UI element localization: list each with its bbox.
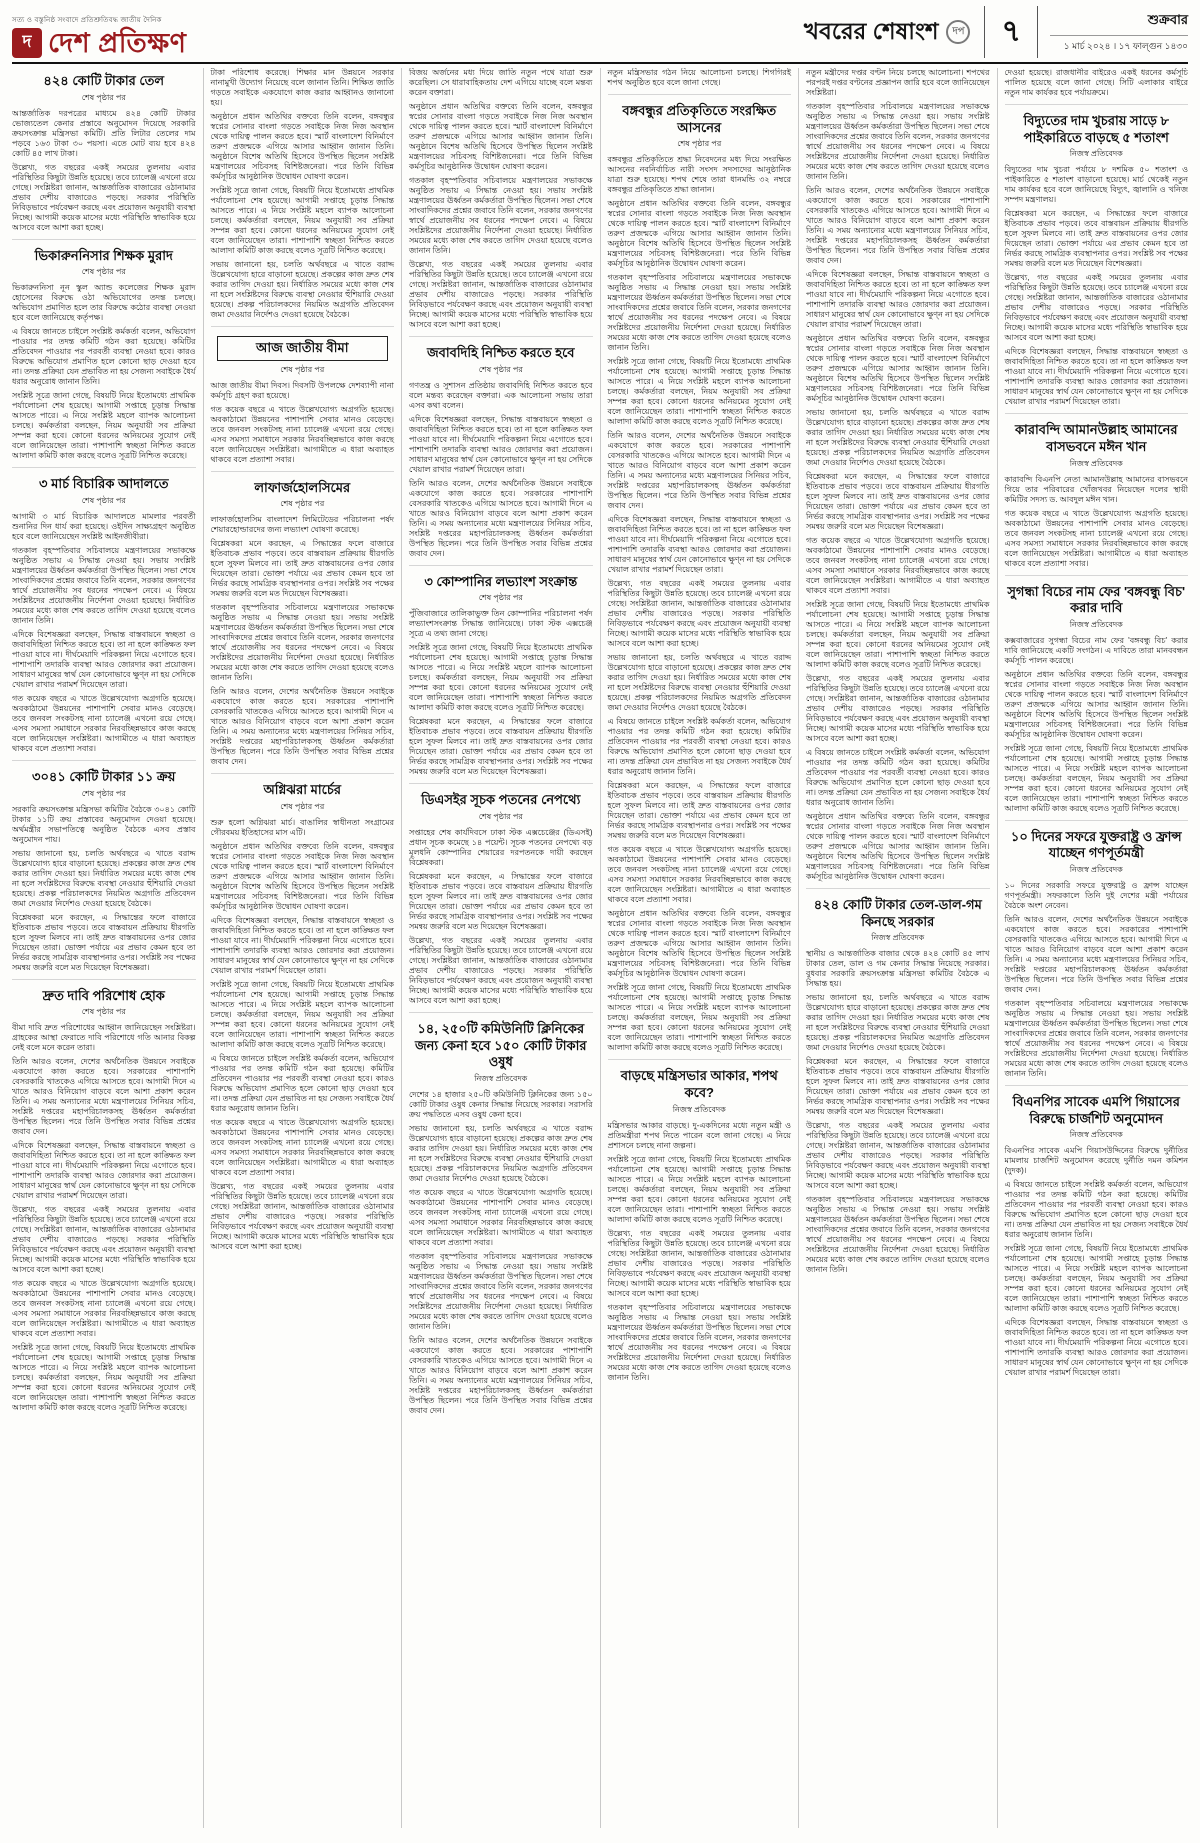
article-kicker: নিজস্ব প্রতিবেদক [474,1073,528,1083]
article-kicker: শেষ পৃষ্ঠার পর [81,1007,126,1017]
article-paragraph: গতকাল বৃহস্পতিবার সচিবালয়ে মন্ত্রণালয়ের সভাকক্ষে অনুষ্ঠিত সভায় এ সিদ্ধান্ত নেওয়া হয়। সভায় সংশ্লিষ্ট মন্ত্রণালয়ের ঊর্ধ্বতন কর্মকর্তারা উপস্থিত ছিলেন। সভা শেষে সাংবাদিকদের প্রশ্নের জবাবে তিনি বলেন, সরকার জনগণের স্বার্থে প্রয়োজনীয় সব ধরনের পদক্ষেপ নেবে। এ বিষয়ে সংশ্লিষ্টদের প্রয়োজনীয় নির্দেশনা দেওয়া হয়েছে। নির্ধারিত সময়ের মধ্যে কাজ শেষ করতে তাগিদ দেওয়া হয়েছে বলেও জানান তিনি। [607,273,791,353]
header-right [984,6,1188,58]
article-headline: ১০ দিনের সফরে যুক্তরাষ্ট্র ও ফ্রান্স যাচ্ছেন গণপূর্তমন্ত্রী [1010,828,1182,861]
article-kicker: শেষ পৃষ্ঠার পর [280,499,325,509]
article-paragraph: গতকাল বৃহস্পতিবার সচিবালয়ে মন্ত্রণালয়ের সভাকক্ষে অনুষ্ঠিত সভায় এ সিদ্ধান্ত নেওয়া হয়। সভায় সংশ্লিষ্ট মন্ত্রণালয়ের ঊর্ধ্বতন কর্মকর্তারা উপস্থিত ছিলেন। সভা শেষে সাংবাদিকদের প্রশ্নের জবাবে তিনি বলেন, সরকার জনগণের স্বার্থে প্রয়োজনীয় সব ধরনের পদক্ষেপ নেবে। এ বিষয়ে সংশ্লিষ্টদের প্রয়োজনীয় নির্দেশনা দেওয়া হয়েছে। নির্ধারিত সময়ের মধ্যে কাজ শেষ করতে তাগিদ দেওয়া হয়েছে বলেও জানান তিনি। [607,1302,791,1382]
article-paragraph: অনুষ্ঠানে প্রধান অতিথির বক্তব্যে তিনি বলেন, বঙ্গবন্ধুর স্বপ্নের সোনার বাংলা গড়তে সবাইকে নিজ নিজ অবস্থান থেকে দায়িত্ব পালন করতে হবে। স্মার্ট বাংলাদেশ বিনির্মাণে তরুণ প্রজন্মকে এগিয়ে আসার আহ্বান জানান তিনি। অনুষ্ঠানে বিশেষ অতিথি হিসেবে উপস্থিত ছিলেন সংশ্লিষ্ট মন্ত্রণালয়ের সচিবসহ বিশিষ্টজনেরা। পরে তিনি বিভিন্ন কর্মসূচির আনুষ্ঠানিক উদ্বোধন ঘোষণা করেন। [409,102,593,171]
section-title: খবরের শেষাংশ [803,17,939,44]
article [409,783,593,1006]
article-kicker: শেষ পৃষ্ঠার পর [677,139,722,149]
article-headline: বাড়ছে মন্ত্রিসভার আকার, শপথ কবে? [620,1068,778,1100]
article-paragraph: সপ্তাহের শেষ কার্যদিবসে ঢাকা স্টক এক্সচেঞ্জের (ডিএসই) প্রধান সূচক কমেছে ১৪ পয়েন্ট। সূচক পতনের নেপথ্যে বড় মূলধনি কোম্পানির শেয়ারের দরপতনকে দায়ী করছেন বিশ্লেষকরা। [409,827,593,867]
column-5 [799,68,998,1828]
column-2 [204,68,403,1828]
article-paragraph: এদিকে বিশেষজ্ঞরা বলছেন, সিদ্ধান্ত বাস্তবায়নে স্বচ্ছতা ও জবাবদিহিতা নিশ্চিত করতে হবে। তা না হলে কাঙ্ক্ষিত ফল পাওয়া যাবে না। দীর্ঘমেয়াদি পরিকল্পনা নিয়ে এগোতে হবে। পাশাপাশি তদারকি ব্যবস্থা আরও জোরদার করা প্রয়োজন। সাধারণ মানুষের স্বার্থ যেন কোনোভাবে ক্ষুণ্ন না হয় সেদিকে খেয়াল রাখার পরামর্শ দিয়েছেন তারা। [12,1141,196,1201]
article [211,68,395,320]
article-paragraph: সংশ্লিষ্ট সূত্রে জানা গেছে, বিষয়টি নিয়ে ইতোমধ্যে প্রাথমিক পর্যালোচনা শেষ হয়েছে। আগামী সপ্তাহে চূড়ান্ত সিদ্ধান্ত আসতে পারে। এ নিয়ে সংশ্লিষ্ট মহলে ব্যাপক আলোচনা চলছে। কর্মকর্তারা বলছেন, নিয়ম অনুযায়ী সব প্রক্রিয়া সম্পন্ন করা হবে। কোনো ধরনের অনিয়মের সুযোগ নেই বলে জানিয়েছেন তারা। পাশাপাশি স্বচ্ছতা নিশ্চিত করতে আলাদা কমিটি কাজ করছে বলেও সূত্রটি নিশ্চিত করেছে। [409,643,593,713]
article-paragraph: মন্ত্রিসভার আকার বাড়ছে। দু-একদিনের মধ্যে নতুন মন্ত্রী ও প্রতিমন্ত্রীরা শপথ নিতে পারেন বলে জানা গেছে। এ নিয়ে প্রশাসনে চলছে নানা জল্পনা। [607,1120,791,1150]
article [12,760,196,973]
article-headline: লাফার্জহোলসিমের [254,479,351,495]
article [806,888,990,1275]
article-paragraph: গত কয়েক বছরে এ খাতে উল্লেখযোগ্য অগ্রগতি হয়েছে। অবকাঠামো উন্নয়নের পাশাপাশি সেবার মানও বেড়েছে। তবে জনবল সংকটসহ নানা চ্যালেঞ্জ এখনো রয়ে গেছে। এসব সমস্যা সমাধানে সরকার নিরবচ্ছিন্নভাবে কাজ করছে বলে জানিয়েছেন সংশ্লিষ্টরা। আগামীতে এ ধারা অব্যাহত থাকবে বলে প্রত্যাশা সবার। [12,693,196,753]
article [1005,413,1189,568]
article-kicker: নিজস্ব প্রতিবেদক [1069,865,1123,874]
article-paragraph: বিজয় অর্জনের মধ্য দিয়ে জাতি নতুন পথে যাত্রা শুরু করেছিল। সে ধারাবাহিকতায় দেশ এগিয়ে যাচ্ছে বলে মন্তব্য করেন বক্তারা। [409,68,593,97]
article-kicker: শেষ পৃষ্ঠার পর [478,593,523,603]
article-paragraph: গতকাল বৃহস্পতিবার সচিবালয়ে মন্ত্রণালয়ের সভাকক্ষে অনুষ্ঠিত সভায় এ সিদ্ধান্ত নেওয়া হয়। সভায় সংশ্লিষ্ট মন্ত্রণালয়ের ঊর্ধ্বতন কর্মকর্তারা উপস্থিত ছিলেন। সভা শেষে সাংবাদিকদের প্রশ্নের জবাবে তিনি বলেন, সরকার জনগণের স্বার্থে প্রয়োজনীয় সব ধরনের পদক্ষেপ নেবে। এ বিষয়ে সংশ্লিষ্টদের প্রয়োজনীয় নির্দেশনা দেওয়া হয়েছে। নির্ধারিত সময়ের মধ্যে কাজ শেষ করতে তাগিদ দেওয়া হয়েছে বলেও জানান তিনি। [806,102,990,181]
article-paragraph: গতকাল বৃহস্পতিবার সচিবালয়ে মন্ত্রণালয়ের সভাকক্ষে অনুষ্ঠিত সভায় এ সিদ্ধান্ত নেওয়া হয়। সভায় সংশ্লিষ্ট মন্ত্রণালয়ের ঊর্ধ্বতন কর্মকর্তারা উপস্থিত ছিলেন। সভা শেষে সাংবাদিকদের প্রশ্নের জবাবে তিনি বলেন, সরকার জনগণের স্বার্থে প্রয়োজনীয় সব ধরনের পদক্ষেপ নেবে। এ বিষয়ে সংশ্লিষ্টদের প্রয়োজনীয় নির্দেশনা দেওয়া হয়েছে। নির্ধারিত সময়ের মধ্যে কাজ শেষ করতে তাগিদ দেওয়া হয়েছে বলেও জানান তিনি। [1004,999,1188,1078]
article-headline: ভিকারুননিসার শিক্ষক মুরাদ [34,247,173,263]
article-paragraph: গতকাল বৃহস্পতিবার সচিবালয়ে মন্ত্রণালয়ের সভাকক্ষে অনুষ্ঠিত সভায় এ সিদ্ধান্ত নেওয়া হয়। সভায় সংশ্লিষ্ট মন্ত্রণালয়ের ঊর্ধ্বতন কর্মকর্তারা উপস্থিত ছিলেন। সভা শেষে সাংবাদিকদের প্রশ্নের জবাবে তিনি বলেন, সরকার জনগণের স্বার্থে প্রয়োজনীয় সব ধরনের পদক্ষেপ নেবে। এ বিষয়ে সংশ্লিষ্টদের প্রয়োজনীয় নির্দেশনা দেওয়া হয়েছে। নির্ধারিত সময়ের মধ্যে কাজ শেষ করতে তাগিদ দেওয়া হয়েছে বলেও জানান তিনি। [806,1195,990,1275]
article [1005,104,1189,407]
article-paragraph: এ বিষয়ে জানতে চাইলে সংশ্লিষ্ট কর্মকর্তা বলেন, অভিযোগ পাওয়ার পর তদন্ত কমিটি গঠন করা হয়েছে। কমিটির প্রতিবেদন পাওয়ার পর পরবর্তী ব্যবস্থা নেওয়া হবে। কারও বিরুদ্ধে অভিযোগ প্রমাণিত হলে কোনো ছাড় দেওয়া হবে না। তদন্ত প্রক্রিয়া যেন প্রভাবিত না হয় সেজন্য সবাইকে ধৈর্য ধরার অনুরোধ জানান তিনি। [607,717,791,777]
newspaper-header [12,6,1188,64]
column-1 [12,68,204,1828]
page-number: ৭ [984,6,1038,58]
article-paragraph: বিএনপির সাবেক এমপি গিয়াসউদ্দিনের বিরুদ্ধে দুর্নীতির মামলায় চার্জশিট অনুমোদন করেছে দুর্নীতি দমন কমিশন (দুদক)। [1004,1146,1188,1176]
article-paragraph: গত কয়েক বছরে এ খাতে উল্লেখযোগ্য অগ্রগতি হয়েছে। অবকাঠামো উন্নয়নের পাশাপাশি সেবার মানও বেড়েছে। তবে জনবল সংকটসহ নানা চ্যালেঞ্জ এখনো রয়ে গেছে। এসব সমস্যা সমাধানে সরকার নিরবচ্ছিন্নভাবে কাজ করছে বলে জানিয়েছেন সংশ্লিষ্টরা। আগামীতে এ ধারা অব্যাহত থাকবে বলে প্রত্যাশা সবার। [806,536,990,595]
article [211,471,395,768]
article-headline: জবাবদিহি নিশ্চিত করতে হবে [426,345,575,360]
article-paragraph: উল্লেখ্য, গত বছরের একই সময়ের তুলনায় এবার পরিস্থিতির কিছুটা উন্নতি হয়েছে। তবে চ্যালেঞ্জ এখনো রয়ে গেছে। সংশ্লিষ্টরা জানান, আন্তর্জাতিক বাজারের ওঠানামার প্রভাব দেশীয় বাজারেও পড়ছে। সরকার পরিস্থিতি নিবিড়ভাবে পর্যবেক্ষণ করছে এবং প্রয়োজন অনুযায়ী ব্যবস্থা নিচ্ছে। আগামী কয়েক মাসের মধ্যে পরিস্থিতি স্বাভাবিক হয়ে আসবে বলে আশা করা হচ্ছে। [607,1228,791,1298]
article-paragraph: বিশ্লেষকরা মনে করছেন, এ সিদ্ধান্তের ফলে বাজারে ইতিবাচক প্রভাব পড়বে। তবে বাস্তবায়ন প্রক্রিয়ায় ধীরগতি হলে সুফল মিলবে না। তাই দ্রুত বাস্তবায়নের ওপর জোর দিয়েছেন তারা। ভোক্তা পর্যায়ে এর প্রভাব কেমন হবে তা নির্ভর করছে সামগ্রিক ব্যবস্থাপনার ওপর। সংশ্লিষ্ট সব পক্ষের সমন্বয় জরুরি বলে মত দিয়েছেন বিশেষজ্ঞরা। [806,1057,990,1117]
article-kicker: শেষ পৃষ্ঠার পর [478,364,523,374]
article [409,1012,593,1416]
article-paragraph: গতকাল বৃহস্পতিবার সচিবালয়ে মন্ত্রণালয়ের সভাকক্ষে অনুষ্ঠিত সভায় এ সিদ্ধান্ত নেওয়া হয়। সভায় সংশ্লিষ্ট মন্ত্রণালয়ের ঊর্ধ্বতন কর্মকর্তারা উপস্থিত ছিলেন। সভা শেষে সাংবাদিকদের প্রশ্নের জবাবে তিনি বলেন, সরকার জনগণের স্বার্থে প্রয়োজনীয় সব ধরনের পদক্ষেপ নেবে। এ বিষয়ে সংশ্লিষ্টদের প্রয়োজনীয় নির্দেশনা দেওয়া হয়েছে। নির্ধারিত সময়ের মধ্যে কাজ শেষ করতে তাগিদ দেওয়া হয়েছে বলেও জানান তিনি। [12,545,196,625]
article-paragraph: নতুন মন্ত্রীদের দপ্তর বণ্টন নিয়ে চলছে আলোচনা। শপথের পরপরই দপ্তর বণ্টনের প্রজ্ঞাপন জারি হবে বলে জানিয়েছেন সংশ্লিষ্টরা। [806,68,990,97]
article-paragraph: এ বিষয়ে জানতে চাইলে সংশ্লিষ্ট কর্মকর্তা বলেন, অভিযোগ পাওয়ার পর তদন্ত কমিটি গঠন করা হয়েছে। কমিটির প্রতিবেদন পাওয়ার পর পরবর্তী ব্যবস্থা নেওয়া হবে। কারও বিরুদ্ধে অভিযোগ প্রমাণিত হলে কোনো ছাড় দেওয়া হবে না। তদন্ত প্রক্রিয়া যেন প্রভাবিত না হয় সেজন্য সবাইকে ধৈর্য ধরার অনুরোধ জানান তিনি। [1004,1180,1188,1240]
article-paragraph: উল্লেখ্য, গত বছরের একই সময়ের তুলনায় এবার পরিস্থিতির কিছুটা উন্নতি হয়েছে। তবে চ্যালেঞ্জ এখনো রয়ে গেছে। সংশ্লিষ্টরা জানান, আন্তর্জাতিক বাজারের ওঠানামার প্রভাব দেশীয় বাজারেও পড়ছে। সরকার পরিস্থিতি নিবিড়ভাবে পর্যবেক্ষণ করছে এবং প্রয়োজন অনুযায়ী ব্যবস্থা নিচ্ছে। আগামী কয়েক মাসের মধ্যে পরিস্থিতি স্বাভাবিক হয়ে আসবে বলে আশা করা হচ্ছে। [806,1121,990,1191]
article-paragraph: উল্লেখ্য, গত বছরের একই সময়ের তুলনায় এবার পরিস্থিতির কিছুটা উন্নতি হয়েছে। তবে চ্যালেঞ্জ এখনো রয়ে গেছে। সংশ্লিষ্টরা জানান, আন্তর্জাতিক বাজারের ওঠানামার প্রভাব দেশীয় বাজারেও পড়ছে। সরকার পরিস্থিতি নিবিড়ভাবে পর্যবেক্ষণ করছে এবং প্রয়োজন অনুযায়ী ব্যবস্থা নিচ্ছে। আগামী কয়েক মাসের মধ্যে পরিস্থিতি স্বাভাবিক হয়ে আসবে বলে আশা করা হচ্ছে। [210,1181,394,1251]
article-headline: অগ্নিঝরা মার্চের [263,782,342,798]
article-headline: ডিএসইর সূচক পতনের নেপথ্যে [421,792,581,808]
article [1005,820,1189,1079]
article-paragraph: সংশ্লিষ্ট সূত্রে জানা গেছে, বিষয়টি নিয়ে ইতোমধ্যে প্রাথমিক পর্যালোচনা শেষ হয়েছে। আগামী সপ্তাহে চূড়ান্ত সিদ্ধান্ত আসতে পারে। এ নিয়ে সংশ্লিষ্ট মহলে ব্যাপক আলোচনা চলছে। কর্মকর্তারা বলছেন, নিয়ম অনুযায়ী সব প্রক্রিয়া সম্পন্ন করা হবে। কোনো ধরনের অনিয়মের সুযোগ নেই বলে জানিয়েছেন তারা। পাশাপাশি স্বচ্ছতা নিশ্চিত করতে আলাদা কমিটি কাজ করছে বলেও সূত্রটি নিশ্চিত করেছে। [1004,1244,1188,1314]
article-paragraph: সংশ্লিষ্ট সূত্রে জানা গেছে, বিষয়টি নিয়ে ইতোমধ্যে প্রাথমিক পর্যালোচনা শেষ হয়েছে। আগামী সপ্তাহে চূড়ান্ত সিদ্ধান্ত আসতে পারে। এ নিয়ে সংশ্লিষ্ট মহলে ব্যাপক আলোচনা চলছে। কর্মকর্তারা বলছেন, নিয়ম অনুযায়ী সব প্রক্রিয়া সম্পন্ন করা হবে। কোনো ধরনের অনিয়মের সুযোগ নেই বলে জানিয়েছেন তারা। পাশাপাশি স্বচ্ছতা নিশ্চিত করতে আলাদা কমিটি কাজ করছে বলেও সূত্রটি নিশ্চিত করেছে। [210,979,394,1049]
article-paragraph: দেশের ১৪ হাজার ২৫০টি কমিউনিটি ক্লিনিকের জন্য ১৫০ কোটি টাকার ওষুধ কেনার সিদ্ধান্ত নিয়েছে সরকার। সরাসরি ক্রয় পদ্ধতিতে এসব ওষুধ কেনা হবে। [409,1089,593,1119]
masthead [12,6,312,58]
article [1005,68,1189,98]
article-paragraph: এ বিষয়ে জানতে চাইলে সংশ্লিষ্ট কর্মকর্তা বলেন, অভিযোগ পাওয়ার পর তদন্ত কমিটি গঠন করা হয়েছে। কমিটির প্রতিবেদন পাওয়ার পর পরবর্তী ব্যবস্থা নেওয়া হবে। কারও বিরুদ্ধে অভিযোগ প্রমাণিত হলে কোনো ছাড় দেওয়া হবে না। তদন্ত প্রক্রিয়া যেন প্রভাবিত না হয় সেজন্য সবাইকে ধৈর্য ধরার অনুরোধ জানান তিনি। [12,327,196,387]
article [12,979,196,1414]
article-headline: বিদ্যুতের দাম খুচরায় সাড়ে ৮ পাইকারিতে বাড়ছে ৫ শতাংশ [1023,113,1169,145]
article-paragraph: বিদ্যুতের দাম খুচরা পর্যায়ে ৮ দশমিক ৫০ শতাংশ ও পাইকারিতে ৫ শতাংশ বাড়ানো হয়েছে। মার্চ থেকেই নতুন দাম কার্যকর হবে বলে জানিয়েছে বিদ্যুৎ, জ্বালানি ও খনিজ সম্পদ মন্ত্রণালয়। [1004,165,1188,205]
article-paragraph: বিশ্লেষকরা মনে করছেন, এ সিদ্ধান্তের ফলে বাজারে ইতিবাচক প্রভাব পড়বে। তবে বাস্তবায়ন প্রক্রিয়ায় ধীরগতি হলে সুফল মিলবে না। তাই দ্রুত বাস্তবায়নের ওপর জোর দিয়েছেন তারা। ভোক্তা পর্যায়ে এর প্রভাব কেমন হবে তা নির্ভর করছে সামগ্রিক ব্যবস্থাপনার ওপর। সংশ্লিষ্ট সব পক্ষের সমন্বয় জরুরি বলে মত দিয়েছেন বিশেষজ্ঞরা। [806,472,990,531]
article-paragraph: এ বিষয়ে জানতে চাইলে সংশ্লিষ্ট কর্মকর্তা বলেন, অভিযোগ পাওয়ার পর তদন্ত কমিটি গঠন করা হয়েছে। কমিটির প্রতিবেদন পাওয়ার পর পরবর্তী ব্যবস্থা নেওয়া হবে। কারও বিরুদ্ধে অভিযোগ প্রমাণিত হলে কোনো ছাড় দেওয়া হবে না। তদন্ত প্রক্রিয়া যেন প্রভাবিত না হয় সেজন্য সবাইকে ধৈর্য ধরার অনুরোধ জানান তিনি। [210,1053,394,1113]
article-paragraph: বিশ্লেষকরা মনে করছেন, এ সিদ্ধান্তের ফলে বাজারে ইতিবাচক প্রভাব পড়বে। তবে বাস্তবায়ন প্রক্রিয়ায় ধীরগতি হলে সুফল মিলবে না। তাই দ্রুত বাস্তবায়নের ওপর জোর দিয়েছেন তারা। ভোক্তা পর্যায়ে এর প্রভাব কেমন হবে তা নির্ভর করছে সামগ্রিক ব্যবস্থাপনার ওপর। সংশ্লিষ্ট সব পক্ষের সমন্বয় জরুরি বলে মত দিয়েছেন বিশেষজ্ঞরা। [1004,209,1188,269]
article-paragraph: তিনি আরও বলেন, দেশের অর্থনৈতিক উন্নয়নে সবাইকে একযোগে কাজ করতে হবে। সরকারের পাশাপাশি বেসরকারি খাতকেও এগিয়ে আসতে হবে। আগামী দিনে এ খাতে আরও বিনিয়োগ বাড়বে বলে আশা প্রকাশ করেন তিনি। এ সময় অন্যান্যের মধ্যে মন্ত্রণালয়ের সিনিয়র সচিব, সংশ্লিষ্ট দপ্তরের মহাপরিচালকসহ ঊর্ধ্বতন কর্মকর্তারা উপস্থিত ছিলেন। পরে তিনি উপস্থিত সবার বিভিন্ন প্রশ্নের জবাব দেন। [409,478,593,558]
article-paragraph: আগামী ৩ মার্চ বিচারিক আদালতে মামলার পরবর্তী শুনানির দিন ধার্য করা হয়েছে। ওইদিন সাক্ষ্যগ্রহণ অনুষ্ঠিত হবে বলে জানিয়েছেন সংশ্লিষ্ট আইনজীবীরা। [12,511,196,541]
article [12,239,196,462]
article-paragraph: গত কয়েক বছরে এ খাতে উল্লেখযোগ্য অগ্রগতি হয়েছে। অবকাঠামো উন্নয়নের পাশাপাশি সেবার মানও বেড়েছে। তবে জনবল সংকটসহ নানা চ্যালেঞ্জ এখনো রয়ে গেছে। এসব সমস্যা সমাধানে সরকার নিরবচ্ছিন্নভাবে কাজ করছে বলে জানিয়েছেন সংশ্লিষ্টরা। আগামীতে এ ধারা অব্যাহত থাকবে বলে প্রত্যাশা সবার। [1004,508,1188,568]
day-date-block [1038,6,1188,58]
article-headline: আজ জাতীয় বীমা [217,336,389,361]
article-paragraph: ১০ দিনের সরকারি সফরে যুক্তরাষ্ট্র ও ফ্রান্স যাচ্ছেন গণপূর্তমন্ত্রী। সফরকালে তিনি দুই দেশের মন্ত্রী পর্যায়ের বৈঠকে অংশ নেবেন। [1004,881,1188,910]
article-paragraph: এদিকে বিশেষজ্ঞরা বলছেন, সিদ্ধান্ত বাস্তবায়নে স্বচ্ছতা ও জবাবদিহিতা নিশ্চিত করতে হবে। তা না হলে কাঙ্ক্ষিত ফল পাওয়া যাবে না। দীর্ঘমেয়াদি পরিকল্পনা নিয়ে এগোতে হবে। পাশাপাশি তদারকি ব্যবস্থা আরও জোরদার করা প্রয়োজন। সাধারণ মানুষের স্বার্থ যেন কোনোভাবে ক্ষুণ্ন না হয় সেদিকে খেয়াল রাখার পরামর্শ দিয়েছেন তারা। [806,270,990,329]
article-kicker: শেষ পৃষ্ঠার পর [478,811,523,821]
article-kicker: শেষ পৃষ্ঠার পর [81,495,126,505]
article-paragraph: তিনি আরও বলেন, দেশের অর্থনৈতিক উন্নয়নে সবাইকে একযোগে কাজ করতে হবে। সরকারের পাশাপাশি বেসরকারি খাতকেও এগিয়ে আসতে হবে। আগামী দিনে এ খাতে আরও বিনিয়োগ বাড়বে বলে আশা প্রকাশ করেন তিনি। এ সময় অন্যান্যের মধ্যে মন্ত্রণালয়ের সিনিয়র সচিব, সংশ্লিষ্ট দপ্তরের মহাপরিচালকসহ ঊর্ধ্বতন কর্মকর্তারা উপস্থিত ছিলেন। পরে তিনি উপস্থিত সবার বিভিন্ন প্রশ্নের জবাব দেন। [12,1057,196,1137]
article-paragraph: এদিকে বিশেষজ্ঞরা বলছেন, সিদ্ধান্ত বাস্তবায়নে স্বচ্ছতা ও জবাবদিহিতা নিশ্চিত করতে হবে। তা না হলে কাঙ্ক্ষিত ফল পাওয়া যাবে না। দীর্ঘমেয়াদি পরিকল্পনা নিয়ে এগোতে হবে। পাশাপাশি তদারকি ব্যবস্থা আরও জোরদার করা প্রয়োজন। সাধারণ মানুষের স্বার্থ যেন কোনোভাবে ক্ষুণ্ন না হয় সেদিকে খেয়াল রাখার পরামর্শ দিয়েছেন তারা। [1004,1318,1188,1378]
article-paragraph: তিনি আরও বলেন, দেশের অর্থনৈতিক উন্নয়নে সবাইকে একযোগে কাজ করতে হবে। সরকারের পাশাপাশি বেসরকারি খাতকেও এগিয়ে আসতে হবে। আগামী দিনে এ খাতে আরও বিনিয়োগ বাড়বে বলে আশা প্রকাশ করেন তিনি। এ সময় অন্যান্যের মধ্যে মন্ত্রণালয়ের সিনিয়র সচিব, সংশ্লিষ্ট দপ্তরের মহাপরিচালকসহ ঊর্ধ্বতন কর্মকর্তারা উপস্থিত ছিলেন। পরে তিনি উপস্থিত সবার বিভিন্ন প্রশ্নের জবাব দেন। [210,687,394,767]
article-kicker: নিজস্ব প্রতিবেদক [1069,458,1123,468]
article-paragraph: উল্লেখ্য, গত বছরের একই সময়ের তুলনায় এবার পরিস্থিতির কিছুটা উন্নতি হয়েছে। তবে চ্যালেঞ্জ এখনো রয়ে গেছে। সংশ্লিষ্টরা জানান, আন্তর্জাতিক বাজারের ওঠানামার প্রভাব দেশীয় বাজারেও পড়ছে। সরকার পরিস্থিতি নিবিড়ভাবে পর্যবেক্ষণ করছে এবং প্রয়োজন অনুযায়ী ব্যবস্থা নিচ্ছে। আগামী কয়েক মাসের মধ্যে পরিস্থিতি স্বাভাবিক হয়ে আসবে বলে আশা করা হচ্ছে। [607,579,791,649]
article-kicker: শেষ পৃষ্ঠার পর [81,92,126,102]
article-headline: ৩ মার্চ বিচারিক আদালতে [39,476,169,492]
article-headline: দ্রুত দাবি পরিশোধ হোক [42,987,165,1003]
article [12,73,196,233]
article-headline: ৩০৪১ কোটি টাকার ১১ ক্রয় [32,768,176,784]
article-paragraph: সভায় জানানো হয়, চলতি অর্থবছরে এ খাতে বরাদ্দ উল্লেখযোগ্য হারে বাড়ানো হয়েছে। প্রকল্পের কাজ দ্রুত শেষ করার তাগিদ দেওয়া হয়। নির্ধারিত সময়ের মধ্যে কাজ শেষ না হলে সংশ্লিষ্টদের বিরুদ্ধে ব্যবস্থা নেওয়ার হুঁশিয়ারি দেওয়া হয়েছে। প্রকল্প পরিচালকদের নিয়মিত অগ্রগতি প্রতিবেদন জমা দেওয়ার নির্দেশও দেওয়া হয়েছে বৈঠকে। [607,653,791,713]
article-paragraph: সভায় জানানো হয়, চলতি অর্থবছরে এ খাতে বরাদ্দ উল্লেখযোগ্য হারে বাড়ানো হয়েছে। প্রকল্পের কাজ দ্রুত শেষ করার তাগিদ দেওয়া হয়। নির্ধারিত সময়ের মধ্যে কাজ শেষ না হলে সংশ্লিষ্টদের বিরুদ্ধে ব্যবস্থা নেওয়ার হুঁশিয়ারি দেওয়া হয়েছে। প্রকল্প পরিচালকদের নিয়মিত অগ্রগতি প্রতিবেদন জমা দেওয়ার নির্দেশও দেওয়া হয়েছে বৈঠকে। [409,1123,593,1183]
article-paragraph: দেওয়া হয়েছে। রাজধানীর বাইরেও একই ধরনের কর্মসূচি পালিত হয়েছে বলে জানা গেছে। সিটি এলাকার বাইরে নতুন দাম কার্যকর হবে পর্যায়ক্রমে। [1004,68,1188,97]
article-paragraph: গত কয়েক বছরে এ খাতে উল্লেখযোগ্য অগ্রগতি হয়েছে। অবকাঠামো উন্নয়নের পাশাপাশি সেবার মানও বেড়েছে। তবে জনবল সংকটসহ নানা চ্যালেঞ্জ এখনো রয়ে গেছে। এসব সমস্যা সমাধানে সরকার নিরবচ্ছিন্নভাবে কাজ করছে বলে জানিয়েছেন সংশ্লিষ্টরা। আগামীতে এ ধারা অব্যাহত থাকবে বলে প্রত্যাশা সবার। [12,1279,196,1339]
article-paragraph: এদিকে বিশেষজ্ঞরা বলছেন, সিদ্ধান্ত বাস্তবায়নে স্বচ্ছতা ও জবাবদিহিতা নিশ্চিত করতে হবে। তা না হলে কাঙ্ক্ষিত ফল পাওয়া যাবে না। দীর্ঘমেয়াদি পরিকল্পনা নিয়ে এগোতে হবে। পাশাপাশি তদারকি ব্যবস্থা আরও জোরদার করা প্রয়োজন। সাধারণ মানুষের স্বার্থ যেন কোনোভাবে ক্ষুণ্ন না হয় সেদিকে খেয়াল রাখার পরামর্শ দিয়েছেন তারা। [409,414,593,474]
article-headline: ৪২৪ কোটি টাকার তেল-ডাল-গম কিনছে সরকার [813,897,982,929]
article-kicker: নিজস্ব প্রতিবেদক [1069,1130,1123,1140]
article-paragraph: সংশ্লিষ্ট সূত্রে জানা গেছে, বিষয়টি নিয়ে ইতোমধ্যে প্রাথমিক পর্যালোচনা শেষ হয়েছে। আগামী সপ্তাহে চূড়ান্ত সিদ্ধান্ত আসতে পারে। এ নিয়ে সংশ্লিষ্ট মহলে ব্যাপক আলোচনা চলছে। কর্মকর্তারা বলছেন, নিয়ম অনুযায়ী সব প্রক্রিয়া সম্পন্ন করা হবে। কোনো ধরনের অনিয়মের সুযোগ নেই বলে জানিয়েছেন তারা। পাশাপাশি স্বচ্ছতা নিশ্চিত করতে আলাদা কমিটি কাজ করছে বলেও সূত্রটি নিশ্চিত করেছে। [210,186,394,255]
article-paragraph: অনুষ্ঠানে প্রধান অতিথির বক্তব্যে তিনি বলেন, বঙ্গবন্ধুর স্বপ্নের সোনার বাংলা গড়তে সবাইকে নিজ নিজ অবস্থান থেকে দায়িত্ব পালন করতে হবে। স্মার্ট বাংলাদেশ বিনির্মাণে তরুণ প্রজন্মকে এগিয়ে আসার আহ্বান জানান তিনি। অনুষ্ঠানে বিশেষ অতিথি হিসেবে উপস্থিত ছিলেন সংশ্লিষ্ট মন্ত্রণালয়ের সচিবসহ বিশিষ্টজনেরা। পরে তিনি বিভিন্ন কর্মসূচির আনুষ্ঠানিক উদ্বোধন ঘোষণা করেন। [210,112,394,181]
masthead-tagline: সত্য ও বস্তুনিষ্ঠ সংবাদে প্রতিশ্রুতিবদ্ধ জাতীয় দৈনিক [12,17,162,24]
article-paragraph: গত কয়েক বছরে এ খাতে উল্লেখযোগ্য অগ্রগতি হয়েছে। অবকাঠামো উন্নয়নের পাশাপাশি সেবার মানও বেড়েছে। তবে জনবল সংকটসহ নানা চ্যালেঞ্জ এখনো রয়ে গেছে। এসব সমস্যা সমাধানে সরকার নিরবচ্ছিন্নভাবে কাজ করছে বলে জানিয়েছেন সংশ্লিষ্টরা। আগামীতে এ ধারা অব্যাহত থাকবে বলে প্রত্যাশা সবার। [210,1117,394,1177]
article-paragraph: সরকারি ক্রয়সংক্রান্ত মন্ত্রিসভা কমিটির বৈঠকে ৩০৪১ কোটি টাকার ১১টি ক্রয় প্রস্তাবের অনুমোদন দেওয়া হয়েছে। অর্থমন্ত্রীর সভাপতিত্বে অনুষ্ঠিত বৈঠকে এসব প্রস্তাব অনুমোদন পায়। [12,804,196,844]
article-paragraph: উল্লেখ্য, গত বছরের একই সময়ের তুলনায় এবার পরিস্থিতির কিছুটা উন্নতি হয়েছে। তবে চ্যালেঞ্জ এখনো রয়ে গেছে। সংশ্লিষ্টরা জানান, আন্তর্জাতিক বাজারের ওঠানামার প্রভাব দেশীয় বাজারেও পড়ছে। সরকার পরিস্থিতি নিবিড়ভাবে পর্যবেক্ষণ করছে এবং প্রয়োজন অনুযায়ী ব্যবস্থা নিচ্ছে। আগামী কয়েক মাসের মধ্যে পরিস্থিতি স্বাভাবিক হয়ে আসবে বলে আশা করা হচ্ছে। [12,162,196,232]
article [409,565,593,778]
article-headline: ৪২৪ কোটি টাকার তেল [43,73,165,88]
article-paragraph: পুঁজিবাজারে তালিকাভুক্ত তিন কোম্পানির পরিচালনা পর্ষদ লভ্যাংশসংক্রান্ত সিদ্ধান্ত জানিয়েছে। ঢাকা স্টক এক্সচেঞ্জ সূত্রে এ তথ্য জানা গেছে। [409,609,593,639]
article-paragraph: সংশ্লিষ্ট সূত্রে জানা গেছে, বিষয়টি নিয়ে ইতোমধ্যে প্রাথমিক পর্যালোচনা শেষ হয়েছে। আগামী সপ্তাহে চূড়ান্ত সিদ্ধান্ত আসতে পারে। এ নিয়ে সংশ্লিষ্ট মহলে ব্যাপক আলোচনা চলছে। কর্মকর্তারা বলছেন, নিয়ম অনুযায়ী সব প্রক্রিয়া সম্পন্ন করা হবে। কোনো ধরনের অনিয়মের সুযোগ নেই বলে জানিয়েছেন তারা। পাশাপাশি স্বচ্ছতা নিশ্চিত করতে আলাদা কমিটি কাজ করছে বলেও সূত্রটি নিশ্চিত করেছে। [1004,743,1188,813]
article-paragraph: শুরু হলো অগ্নিঝরা মার্চ। বাঙালির স্বাধীনতা সংগ্রামের গৌরবময় ইতিহাসের মাস এটি। [210,817,394,837]
article-paragraph: সংশ্লিষ্ট সূত্রে জানা গেছে, বিষয়টি নিয়ে ইতোমধ্যে প্রাথমিক পর্যালোচনা শেষ হয়েছে। আগামী সপ্তাহে চূড়ান্ত সিদ্ধান্ত আসতে পারে। এ নিয়ে সংশ্লিষ্ট মহলে ব্যাপক আলোচনা চলছে। কর্মকর্তারা বলছেন, নিয়ম অনুযায়ী সব প্রক্রিয়া সম্পন্ন করা হবে। কোনো ধরনের অনিয়মের সুযোগ নেই বলে জানিয়েছেন তারা। পাশাপাশি স্বচ্ছতা নিশ্চিত করতে আলাদা কমিটি কাজ করছে বলেও সূত্রটি নিশ্চিত করেছে। [607,983,791,1053]
article [12,467,196,754]
article-paragraph: সংশ্লিষ্ট সূত্রে জানা গেছে, বিষয়টি নিয়ে ইতোমধ্যে প্রাথমিক পর্যালোচনা শেষ হয়েছে। আগামী সপ্তাহে চূড়ান্ত সিদ্ধান্ত আসতে পারে। এ নিয়ে সংশ্লিষ্ট মহলে ব্যাপক আলোচনা চলছে। কর্মকর্তারা বলছেন, নিয়ম অনুযায়ী সব প্রক্রিয়া সম্পন্ন করা হবে। কোনো ধরনের অনিয়মের সুযোগ নেই বলে জানিয়েছেন তারা। পাশাপাশি স্বচ্ছতা নিশ্চিত করতে আলাদা কমিটি কাজ করছে বলেও সূত্রটি নিশ্চিত করেছে। [806,600,990,669]
article-paragraph: গতকাল বৃহস্পতিবার সচিবালয়ে মন্ত্রণালয়ের সভাকক্ষে অনুষ্ঠিত সভায় এ সিদ্ধান্ত নেওয়া হয়। সভায় সংশ্লিষ্ট মন্ত্রণালয়ের ঊর্ধ্বতন কর্মকর্তারা উপস্থিত ছিলেন। সভা শেষে সাংবাদিকদের প্রশ্নের জবাবে তিনি বলেন, সরকার জনগণের স্বার্থে প্রয়োজনীয় সব ধরনের পদক্ষেপ নেবে। এ বিষয়ে সংশ্লিষ্টদের প্রয়োজনীয় নির্দেশনা দেওয়া হয়েছে। নির্ধারিত সময়ের মধ্যে কাজ শেষ করতে তাগিদ দেওয়া হয়েছে বলেও জানান তিনি। [409,1251,593,1331]
article-kicker: নিজস্ব প্রতিবেদক [871,933,925,943]
article-headline: সুগন্ধা বিচের নাম ফের 'বঙ্গবন্ধু বিচ' করার দাবি [1007,583,1186,616]
article-paragraph: বীমা দাবি দ্রুত পরিশোধের আহ্বান জানিয়েছেন সংশ্লিষ্টরা। গ্রাহকের আস্থা ফেরাতে দাবি পরিশোধে গতি আনার বিকল্প নেই বলে মনে করেন তারা। [12,1023,196,1053]
article-paragraph: অনুষ্ঠানে প্রধান অতিথির বক্তব্যে তিনি বলেন, বঙ্গবন্ধুর স্বপ্নের সোনার বাংলা গড়তে সবাইকে নিজ নিজ অবস্থান থেকে দায়িত্ব পালন করতে হবে। স্মার্ট বাংলাদেশ বিনির্মাণে তরুণ প্রজন্মকে এগিয়ে আসার আহ্বান জানান তিনি। অনুষ্ঠানে বিশেষ অতিথি হিসেবে উপস্থিত ছিলেন সংশ্লিষ্ট মন্ত্রণালয়ের সচিবসহ বিশিষ্টজনেরা। পরে তিনি বিভিন্ন কর্মসূচির আনুষ্ঠানিক উদ্বোধন ঘোষণা করেন। [806,334,990,403]
article [211,773,395,1252]
article-paragraph: সভায় জানানো হয়, চলতি অর্থবছরে এ খাতে বরাদ্দ উল্লেখযোগ্য হারে বাড়ানো হয়েছে। প্রকল্পের কাজ দ্রুত শেষ করার তাগিদ দেওয়া হয়। নির্ধারিত সময়ের মধ্যে কাজ শেষ না হলে সংশ্লিষ্টদের বিরুদ্ধে ব্যবস্থা নেওয়ার হুঁশিয়ারি দেওয়া হয়েছে। প্রকল্প পরিচালকদের নিয়মিত অগ্রগতি প্রতিবেদন জমা দেওয়ার নির্দেশও দেওয়া হয়েছে বৈঠকে। [210,260,394,319]
article-paragraph: এদিকে বিশেষজ্ঞরা বলছেন, সিদ্ধান্ত বাস্তবায়নে স্বচ্ছতা ও জবাবদিহিতা নিশ্চিত করতে হবে। তা না হলে কাঙ্ক্ষিত ফল পাওয়া যাবে না। দীর্ঘমেয়াদি পরিকল্পনা নিয়ে এগোতে হবে। পাশাপাশি তদারকি ব্যবস্থা আরও জোরদার করা প্রয়োজন। সাধারণ মানুষের স্বার্থ যেন কোনোভাবে ক্ষুণ্ন না হয় সেদিকে খেয়াল রাখার পরামর্শ দিয়েছেন তারা। [12,629,196,689]
article-paragraph: বিশ্লেষকরা মনে করছেন, এ সিদ্ধান্তের ফলে বাজারে ইতিবাচক প্রভাব পড়বে। তবে বাস্তবায়ন প্রক্রিয়ায় ধীরগতি হলে সুফল মিলবে না। তাই দ্রুত বাস্তবায়নের ওপর জোর দিয়েছেন তারা। ভোক্তা পর্যায়ে এর প্রভাব কেমন হবে তা নির্ভর করছে সামগ্রিক ব্যবস্থাপনার ওপর। সংশ্লিষ্ট সব পক্ষের সমন্বয় জরুরি বলে মত দিয়েছেন বিশেষজ্ঞরা। [409,717,593,777]
day-label: শুক্রবার [1147,11,1188,27]
article-kicker: নিজস্ব প্রতিবেদক [1069,149,1123,159]
article-paragraph: সভায় জানানো হয়, চলতি অর্থবছরে এ খাতে বরাদ্দ উল্লেখযোগ্য হারে বাড়ানো হয়েছে। প্রকল্পের কাজ দ্রুত শেষ করার তাগিদ দেওয়া হয়। নির্ধারিত সময়ের মধ্যে কাজ শেষ না হলে সংশ্লিষ্টদের বিরুদ্ধে ব্যবস্থা নেওয়ার হুঁশিয়ারি দেওয়া হয়েছে। প্রকল্প পরিচালকদের নিয়মিত অগ্রগতি প্রতিবেদন জমা দেওয়ার নির্দেশও দেওয়া হয়েছে বৈঠকে। [12,848,196,908]
article-paragraph: তিনি আরও বলেন, দেশের অর্থনৈতিক উন্নয়নে সবাইকে একযোগে কাজ করতে হবে। সরকারের পাশাপাশি বেসরকারি খাতকেও এগিয়ে আসতে হবে। আগামী দিনে এ খাতে আরও বিনিয়োগ বাড়বে বলে আশা প্রকাশ করেন তিনি। এ সময় অন্যান্যের মধ্যে মন্ত্রণালয়ের সিনিয়র সচিব, সংশ্লিষ্ট দপ্তরের মহাপরিচালকসহ ঊর্ধ্বতন কর্মকর্তারা উপস্থিত ছিলেন। পরে তিনি উপস্থিত সবার বিভিন্ন প্রশ্নের জবাব দেন। [806,186,990,265]
article-paragraph: বিশ্লেষকরা মনে করছেন, এ সিদ্ধান্তের ফলে বাজারে ইতিবাচক প্রভাব পড়বে। তবে বাস্তবায়ন প্রক্রিয়ায় ধীরগতি হলে সুফল মিলবে না। তাই দ্রুত বাস্তবায়নের ওপর জোর দিয়েছেন তারা। ভোক্তা পর্যায়ে এর প্রভাব কেমন হবে তা নির্ভর করছে সামগ্রিক ব্যবস্থাপনার ওপর। সংশ্লিষ্ট সব পক্ষের সমন্বয় জরুরি বলে মত দিয়েছেন বিশেষজ্ঞরা। [12,912,196,972]
article-headline: কারাবন্দি আমানউল্লাহ আমানের বাসভবনে মঈন খান [1014,422,1178,454]
date-label: ১ মার্চ ২০২৪ । ১৭ ফাল্গুন ১৪৩০ [1050,35,1188,54]
article-columns [12,68,1188,1828]
article [1005,575,1189,814]
article-paragraph: কারাবন্দি বিএনপি নেতা আমানউল্লাহ আমানের বাসভবনে গিয়ে তার পরিবারের খোঁজখবর নিয়েছেন দলের স্থায়ী কমিটির সদস্য ড. আবদুল মঈন খান। [1004,474,1188,504]
article-paragraph: বঙ্গবন্ধুর প্রতিকৃতিতে শ্রদ্ধা নিবেদনের মধ্য দিয়ে সংরক্ষিত আসনের নবনির্বাচিত নারী সংসদ সদস্যদের আনুষ্ঠানিক যাত্রা শুরু হয়েছে। শপথ শেষে তারা ধানমন্ডি ৩২ নম্বরে বঙ্গবন্ধুর প্রতিকৃতিতে শ্রদ্ধা জানান। [607,155,791,195]
masthead-title: দেশ প্রতিক্ষণ [48,27,187,58]
article-paragraph: সংশ্লিষ্ট সূত্রে জানা গেছে, বিষয়টি নিয়ে ইতোমধ্যে প্রাথমিক পর্যালোচনা শেষ হয়েছে। আগামী সপ্তাহে চূড়ান্ত সিদ্ধান্ত আসতে পারে। এ নিয়ে সংশ্লিষ্ট মহলে ব্যাপক আলোচনা চলছে। কর্মকর্তারা বলছেন, নিয়ম অনুযায়ী সব প্রক্রিয়া সম্পন্ন করা হবে। কোনো ধরনের অনিয়মের সুযোগ নেই বলে জানিয়েছেন তারা। পাশাপাশি স্বচ্ছতা নিশ্চিত করতে আলাদা কমিটি কাজ করছে বলেও সূত্রটি নিশ্চিত করেছে। [12,1343,196,1413]
article-paragraph: তিনি আরও বলেন, দেশের অর্থনৈতিক উন্নয়নে সবাইকে একযোগে কাজ করতে হবে। সরকারের পাশাপাশি বেসরকারি খাতকেও এগিয়ে আসতে হবে। আগামী দিনে এ খাতে আরও বিনিয়োগ বাড়বে বলে আশা প্রকাশ করেন তিনি। এ সময় অন্যান্যের মধ্যে মন্ত্রণালয়ের সিনিয়র সচিব, সংশ্লিষ্ট দপ্তরের মহাপরিচালকসহ ঊর্ধ্বতন কর্মকর্তারা উপস্থিত ছিলেন। পরে তিনি উপস্থিত সবার বিভিন্ন প্রশ্নের জবাব দেন। [607,431,791,511]
article-kicker: নিজস্ব প্রতিবেদক [672,1104,726,1114]
article-paragraph: উল্লেখ্য, গত বছরের একই সময়ের তুলনায় এবার পরিস্থিতির কিছুটা উন্নতি হয়েছে। তবে চ্যালেঞ্জ এখনো রয়ে গেছে। সংশ্লিষ্টরা জানান, আন্তর্জাতিক বাজারের ওঠানামার প্রভাব দেশীয় বাজারেও পড়ছে। সরকার পরিস্থিতি নিবিড়ভাবে পর্যবেক্ষণ করছে এবং প্রয়োজন অনুযায়ী ব্যবস্থা নিচ্ছে। আগামী কয়েক মাসের মধ্যে পরিস্থিতি স্বাভাবিক হয়ে আসবে বলে আশা করা হচ্ছে। [806,674,990,743]
article-headline: ১৪, ২৫০টি কমিউনিটি ক্লিনিকের জন্য কেনা হবে ১৫০ কোটি টাকার ওষুধ [414,1020,587,1070]
column-6 [998,68,1189,1828]
article-paragraph: গণতন্ত্র ও সুশাসন প্রতিষ্ঠায় জবাবদিহি নিশ্চিত করতে হবে বলে মন্তব্য করেছেন বক্তারা। এক আলোচনা সভায় তারা এসব কথা বলেন। [409,380,593,410]
article-paragraph: সংশ্লিষ্ট সূত্রে জানা গেছে, বিষয়টি নিয়ে ইতোমধ্যে প্রাথমিক পর্যালোচনা শেষ হয়েছে। আগামী সপ্তাহে চূড়ান্ত সিদ্ধান্ত আসতে পারে। এ নিয়ে সংশ্লিষ্ট মহলে ব্যাপক আলোচনা চলছে। কর্মকর্তারা বলছেন, নিয়ম অনুযায়ী সব প্রক্রিয়া সম্পন্ন করা হবে। কোনো ধরনের অনিয়মের সুযোগ নেই বলে জানিয়েছেন তারা। পাশাপাশি স্বচ্ছতা নিশ্চিত করতে আলাদা কমিটি কাজ করছে বলেও সূত্রটি নিশ্চিত করেছে। [12,391,196,461]
article-paragraph: লাফার্জহোলসিম বাংলাদেশ লিমিটেডের পরিচালনা পর্ষদ শেয়ারহোল্ডারদের জন্য লভ্যাংশ ঘোষণা করেছে। [210,515,394,535]
article-paragraph: গত কয়েক বছরে এ খাতে উল্লেখযোগ্য অগ্রগতি হয়েছে। অবকাঠামো উন্নয়নের পাশাপাশি সেবার মানও বেড়েছে। তবে জনবল সংকটসহ নানা চ্যালেঞ্জ এখনো রয়ে গেছে। এসব সমস্যা সমাধানে সরকার নিরবচ্ছিন্নভাবে কাজ করছে বলে জানিয়েছেন সংশ্লিষ্টরা। আগামীতে এ ধারা অব্যাহত থাকবে বলে প্রত্যাশা সবার। [607,845,791,905]
article-paragraph: উল্লেখ্য, গত বছরের একই সময়ের তুলনায় এবার পরিস্থিতির কিছুটা উন্নতি হয়েছে। তবে চ্যালেঞ্জ এখনো রয়ে গেছে। সংশ্লিষ্টরা জানান, আন্তর্জাতিক বাজারের ওঠানামার প্রভাব দেশীয় বাজারেও পড়ছে। সরকার পরিস্থিতি নিবিড়ভাবে পর্যবেক্ষণ করছে এবং প্রয়োজন অনুযায়ী ব্যবস্থা নিচ্ছে। আগামী কয়েক মাসের মধ্যে পরিস্থিতি স্বাভাবিক হয়ে আসবে বলে আশা করা হচ্ছে। [1004,273,1188,343]
article-paragraph: নতুন মন্ত্রিসভার গঠন নিয়ে আলোচনা চলছে। শিগগিরই শপথ অনুষ্ঠিত হবে বলে জানা গেছে। [607,68,791,87]
article-paragraph: এদিকে বিশেষজ্ঞরা বলছেন, সিদ্ধান্ত বাস্তবায়নে স্বচ্ছতা ও জবাবদিহিতা নিশ্চিত করতে হবে। তা না হলে কাঙ্ক্ষিত ফল পাওয়া যাবে না। দীর্ঘমেয়াদি পরিকল্পনা নিয়ে এগোতে হবে। পাশাপাশি তদারকি ব্যবস্থা আরও জোরদার করা প্রয়োজন। সাধারণ মানুষের স্বার্থ যেন কোনোভাবে ক্ষুণ্ন না হয় সেদিকে খেয়াল রাখার পরামর্শ দিয়েছেন তারা। [1004,347,1188,407]
article-paragraph: উল্লেখ্য, গত বছরের একই সময়ের তুলনায় এবার পরিস্থিতির কিছুটা উন্নতি হয়েছে। তবে চ্যালেঞ্জ এখনো রয়ে গেছে। সংশ্লিষ্টরা জানান, আন্তর্জাতিক বাজারের ওঠানামার প্রভাব দেশীয় বাজারেও পড়ছে। সরকার পরিস্থিতি নিবিড়ভাবে পর্যবেক্ষণ করছে এবং প্রয়োজন অনুযায়ী ব্যবস্থা নিচ্ছে। আগামী কয়েক মাসের মধ্যে পরিস্থিতি স্বাভাবিক হয়ে আসবে বলে আশা করা হচ্ছে। [409,260,593,329]
masthead-logo-icon: দ [12,28,42,58]
article-paragraph: গতকাল বৃহস্পতিবার সচিবালয়ে মন্ত্রণালয়ের সভাকক্ষে অনুষ্ঠিত সভায় এ সিদ্ধান্ত নেওয়া হয়। সভায় সংশ্লিষ্ট মন্ত্রণালয়ের ঊর্ধ্বতন কর্মকর্তারা উপস্থিত ছিলেন। সভা শেষে সাংবাদিকদের প্রশ্নের জবাবে তিনি বলেন, সরকার জনগণের স্বার্থে প্রয়োজনীয় সব ধরনের পদক্ষেপ নেবে। এ বিষয়ে সংশ্লিষ্টদের প্রয়োজনীয় নির্দেশনা দেওয়া হয়েছে। নির্ধারিত সময়ের মধ্যে কাজ শেষ করতে তাগিদ দেওয়া হয়েছে বলেও জানান তিনি। [210,603,394,683]
article-paragraph: বিশ্লেষকরা মনে করছেন, এ সিদ্ধান্তের ফলে বাজারে ইতিবাচক প্রভাব পড়বে। তবে বাস্তবায়ন প্রক্রিয়ায় ধীরগতি হলে সুফল মিলবে না। তাই দ্রুত বাস্তবায়নের ওপর জোর দিয়েছেন তারা। ভোক্তা পর্যায়ে এর প্রভাব কেমন হবে তা নির্ভর করছে সামগ্রিক ব্যবস্থাপনার ওপর। সংশ্লিষ্ট সব পক্ষের সমন্বয় জরুরি বলে মত দিয়েছেন বিশেষজ্ঞরা। [409,871,593,931]
article-paragraph: অনুষ্ঠানে প্রধান অতিথির বক্তব্যে তিনি বলেন, বঙ্গবন্ধুর স্বপ্নের সোনার বাংলা গড়তে সবাইকে নিজ নিজ অবস্থান থেকে দায়িত্ব পালন করতে হবে। স্মার্ট বাংলাদেশ বিনির্মাণে তরুণ প্রজন্মকে এগিয়ে আসার আহ্বান জানান তিনি। অনুষ্ঠানে বিশেষ অতিথি হিসেবে উপস্থিত ছিলেন সংশ্লিষ্ট মন্ত্রণালয়ের সচিবসহ বিশিষ্টজনেরা। পরে তিনি বিভিন্ন কর্মসূচির আনুষ্ঠানিক উদ্বোধন ঘোষণা করেন। [210,841,394,911]
article-paragraph: গতকাল বৃহস্পতিবার সচিবালয়ে মন্ত্রণালয়ের সভাকক্ষে অনুষ্ঠিত সভায় এ সিদ্ধান্ত নেওয়া হয়। সভায় সংশ্লিষ্ট মন্ত্রণালয়ের ঊর্ধ্বতন কর্মকর্তারা উপস্থিত ছিলেন। সভা শেষে সাংবাদিকদের প্রশ্নের জবাবে তিনি বলেন, সরকার জনগণের স্বার্থে প্রয়োজনীয় সব ধরনের পদক্ষেপ নেবে। এ বিষয়ে সংশ্লিষ্টদের প্রয়োজনীয় নির্দেশনা দেওয়া হয়েছে। নির্ধারিত সময়ের মধ্যে কাজ শেষ করতে তাগিদ দেওয়া হয়েছে বলেও জানান তিনি। [409,176,593,255]
article-paragraph: উল্লেখ্য, গত বছরের একই সময়ের তুলনায় এবার পরিস্থিতির কিছুটা উন্নতি হয়েছে। তবে চ্যালেঞ্জ এখনো রয়ে গেছে। সংশ্লিষ্টরা জানান, আন্তর্জাতিক বাজারের ওঠানামার প্রভাব দেশীয় বাজারেও পড়ছে। সরকার পরিস্থিতি নিবিড়ভাবে পর্যবেক্ষণ করছে এবং প্রয়োজন অনুযায়ী ব্যবস্থা নিচ্ছে। আগামী কয়েক মাসের মধ্যে পরিস্থিতি স্বাভাবিক হয়ে আসবে বলে আশা করা হচ্ছে। [409,935,593,1005]
article-paragraph: অনুষ্ঠানে প্রধান অতিথির বক্তব্যে তিনি বলেন, বঙ্গবন্ধুর স্বপ্নের সোনার বাংলা গড়তে সবাইকে নিজ নিজ অবস্থান থেকে দায়িত্ব পালন করতে হবে। স্মার্ট বাংলাদেশ বিনির্মাণে তরুণ প্রজন্মকে এগিয়ে আসার আহ্বান জানান তিনি। অনুষ্ঠানে বিশেষ অতিথি হিসেবে উপস্থিত ছিলেন সংশ্লিষ্ট মন্ত্রণালয়ের সচিবসহ বিশিষ্টজনেরা। পরে তিনি বিভিন্ন কর্মসূচির আনুষ্ঠানিক উদ্বোধন ঘোষণা করেন। [607,199,791,269]
article [806,68,990,882]
article-paragraph: এদিকে বিশেষজ্ঞরা বলছেন, সিদ্ধান্ত বাস্তবায়নে স্বচ্ছতা ও জবাবদিহিতা নিশ্চিত করতে হবে। তা না হলে কাঙ্ক্ষিত ফল পাওয়া যাবে না। দীর্ঘমেয়াদি পরিকল্পনা নিয়ে এগোতে হবে। পাশাপাশি তদারকি ব্যবস্থা আরও জোরদার করা প্রয়োজন। সাধারণ মানুষের স্বার্থ যেন কোনোভাবে ক্ষুণ্ন না হয় সেদিকে খেয়াল রাখার পরামর্শ দিয়েছেন তারা। [210,915,394,975]
article-paragraph: আজ জাতীয় বীমা দিবস। দিবসটি উপলক্ষে দেশব্যাপী নানা কর্মসূচি গ্রহণ করা হয়েছে। [210,380,394,400]
article-paragraph: অনুষ্ঠানে প্রধান অতিথির বক্তব্যে তিনি বলেন, বঙ্গবন্ধুর স্বপ্নের সোনার বাংলা গড়তে সবাইকে নিজ নিজ অবস্থান থেকে দায়িত্ব পালন করতে হবে। স্মার্ট বাংলাদেশ বিনির্মাণে তরুণ প্রজন্মকে এগিয়ে আসার আহ্বান জানান তিনি। অনুষ্ঠানে বিশেষ অতিথি হিসেবে উপস্থিত ছিলেন সংশ্লিষ্ট মন্ত্রণালয়ের সচিবসহ বিশিষ্টজনেরা। পরে তিনি বিভিন্ন কর্মসূচির আনুষ্ঠানিক উদ্বোধন ঘোষণা করেন। [607,909,791,979]
article-paragraph: সভায় জানানো হয়, চলতি অর্থবছরে এ খাতে বরাদ্দ উল্লেখযোগ্য হারে বাড়ানো হয়েছে। প্রকল্পের কাজ দ্রুত শেষ করার তাগিদ দেওয়া হয়। নির্ধারিত সময়ের মধ্যে কাজ শেষ না হলে সংশ্লিষ্টদের বিরুদ্ধে ব্যবস্থা নেওয়ার হুঁশিয়ারি দেওয়া হয়েছে। প্রকল্প পরিচালকদের নিয়মিত অগ্রগতি প্রতিবেদন জমা দেওয়ার নির্দেশও দেওয়া হয়েছে বৈঠকে। [806,408,990,467]
article-paragraph: তিনি আরও বলেন, দেশের অর্থনৈতিক উন্নয়নে সবাইকে একযোগে কাজ করতে হবে। সরকারের পাশাপাশি বেসরকারি খাতকেও এগিয়ে আসতে হবে। আগামী দিনে এ খাতে আরও বিনিয়োগ বাড়বে বলে আশা প্রকাশ করেন তিনি। এ সময় অন্যান্যের মধ্যে মন্ত্রণালয়ের সিনিয়র সচিব, সংশ্লিষ্ট দপ্তরের মহাপরিচালকসহ ঊর্ধ্বতন কর্মকর্তারা উপস্থিত ছিলেন। পরে তিনি উপস্থিত সবার বিভিন্ন প্রশ্নের জবাব দেন। [1004,915,1188,994]
article-paragraph: বিশ্লেষকরা মনে করছেন, এ সিদ্ধান্তের ফলে বাজারে ইতিবাচক প্রভাব পড়বে। তবে বাস্তবায়ন প্রক্রিয়ায় ধীরগতি হলে সুফল মিলবে না। তাই দ্রুত বাস্তবায়নের ওপর জোর দিয়েছেন তারা। ভোক্তা পর্যায়ে এর প্রভাব কেমন হবে তা নির্ভর করছে সামগ্রিক ব্যবস্থাপনার ওপর। সংশ্লিষ্ট সব পক্ষের সমন্বয় জরুরি বলে মত দিয়েছেন বিশেষজ্ঞরা। [607,781,791,841]
article-paragraph: এ বিষয়ে জানতে চাইলে সংশ্লিষ্ট কর্মকর্তা বলেন, অভিযোগ পাওয়ার পর তদন্ত কমিটি গঠন করা হয়েছে। কমিটির প্রতিবেদন পাওয়ার পর পরবর্তী ব্যবস্থা নেওয়া হবে। কারও বিরুদ্ধে অভিযোগ প্রমাণিত হলে কোনো ছাড় দেওয়া হবে না। তদন্ত প্রক্রিয়া যেন প্রভাবিত না হয় সেজন্য সবাইকে ধৈর্য ধরার অনুরোধ জানান তিনি। [806,748,990,807]
column-4 [601,68,800,1828]
article-paragraph: সংশ্লিষ্ট সূত্রে জানা গেছে, বিষয়টি নিয়ে ইতোমধ্যে প্রাথমিক পর্যালোচনা শেষ হয়েছে। আগামী সপ্তাহে চূড়ান্ত সিদ্ধান্ত আসতে পারে। এ নিয়ে সংশ্লিষ্ট মহলে ব্যাপক আলোচনা চলছে। কর্মকর্তারা বলছেন, নিয়ম অনুযায়ী সব প্রক্রিয়া সম্পন্ন করা হবে। কোনো ধরনের অনিয়মের সুযোগ নেই বলে জানিয়েছেন তারা। পাশাপাশি স্বচ্ছতা নিশ্চিত করতে আলাদা কমিটি কাজ করছে বলেও সূত্রটি নিশ্চিত করেছে। [607,1154,791,1224]
article [608,68,792,88]
article [211,326,395,465]
article-paragraph: অনুষ্ঠানে প্রধান অতিথির বক্তব্যে তিনি বলেন, বঙ্গবন্ধুর স্বপ্নের সোনার বাংলা গড়তে সবাইকে নিজ নিজ অবস্থান থেকে দায়িত্ব পালন করতে হবে। স্মার্ট বাংলাদেশ বিনির্মাণে তরুণ প্রজন্মকে এগিয়ে আসার আহ্বান জানান তিনি। অনুষ্ঠানে বিশেষ অতিথি হিসেবে উপস্থিত ছিলেন সংশ্লিষ্ট মন্ত্রণালয়ের সচিবসহ বিশিষ্টজনেরা। পরে তিনি বিভিন্ন কর্মসূচির আনুষ্ঠানিক উদ্বোধন ঘোষণা করেন। [1004,669,1188,739]
article-paragraph: সভায় জানানো হয়, চলতি অর্থবছরে এ খাতে বরাদ্দ উল্লেখযোগ্য হারে বাড়ানো হয়েছে। প্রকল্পের কাজ দ্রুত শেষ করার তাগিদ দেওয়া হয়। নির্ধারিত সময়ের মধ্যে কাজ শেষ না হলে সংশ্লিষ্টদের বিরুদ্ধে ব্যবস্থা নেওয়ার হুঁশিয়ারি দেওয়া হয়েছে। প্রকল্প পরিচালকদের নিয়মিত অগ্রগতি প্রতিবেদন জমা দেওয়ার নির্দেশও দেওয়া হয়েছে বৈঠকে। [806,993,990,1053]
article-paragraph: অনুষ্ঠানে প্রধান অতিথির বক্তব্যে তিনি বলেন, বঙ্গবন্ধুর স্বপ্নের সোনার বাংলা গড়তে সবাইকে নিজ নিজ অবস্থান থেকে দায়িত্ব পালন করতে হবে। স্মার্ট বাংলাদেশ বিনির্মাণে তরুণ প্রজন্মকে এগিয়ে আসার আহ্বান জানান তিনি। অনুষ্ঠানে বিশেষ অতিথি হিসেবে উপস্থিত ছিলেন সংশ্লিষ্ট মন্ত্রণালয়ের সচিবসহ বিশিষ্টজনেরা। পরে তিনি বিভিন্ন কর্মসূচির আনুষ্ঠানিক উদ্বোধন ঘোষণা করেন। [806,812,990,881]
article-paragraph: উল্লেখ্য, গত বছরের একই সময়ের তুলনায় এবার পরিস্থিতির কিছুটা উন্নতি হয়েছে। তবে চ্যালেঞ্জ এখনো রয়ে গেছে। সংশ্লিষ্টরা জানান, আন্তর্জাতিক বাজারের ওঠানামার প্রভাব দেশীয় বাজারেও পড়ছে। সরকার পরিস্থিতি নিবিড়ভাবে পর্যবেক্ষণ করছে এবং প্রয়োজন অনুযায়ী ব্যবস্থা নিচ্ছে। আগামী কয়েক মাসের মধ্যে পরিস্থিতি স্বাভাবিক হয়ে আসবে বলে আশা করা হচ্ছে। [12,1205,196,1275]
article-headline: ৩ কোম্পানির লভ্যাংশ সংক্রান্ত [424,573,578,589]
article-paragraph: স্থানীয় ও আন্তর্জাতিক বাজার থেকে ৪২৪ কোটি ৪৫ লাখ টাকার তেল, ডাল ও গম কেনার সিদ্ধান্ত নিয়েছে সরকার। বুধবার সরকারি ক্রয়সংক্রান্ত মন্ত্রিসভা কমিটির বৈঠকে এ সিদ্ধান্ত হয়। [806,949,990,989]
article [409,336,593,559]
article-paragraph: ভিকারুননিসা নূন স্কুল অ্যান্ড কলেজের শিক্ষক মুরাদ হোসেনের বিরুদ্ধে ওঠা অভিযোগের তদন্ত চলছে। অভিযোগ প্রমাণিত হলে তার বিরুদ্ধে কঠোর ব্যবস্থা নেওয়া হবে বলে জানিয়েছে কর্তৃপক্ষ। [12,283,196,323]
column-3 [402,68,601,1828]
article-paragraph: গত কয়েক বছরে এ খাতে উল্লেখযোগ্য অগ্রগতি হয়েছে। অবকাঠামো উন্নয়নের পাশাপাশি সেবার মানও বেড়েছে। তবে জনবল সংকটসহ নানা চ্যালেঞ্জ এখনো রয়ে গেছে। এসব সমস্যা সমাধানে সরকার নিরবচ্ছিন্নভাবে কাজ করছে বলে জানিয়েছেন সংশ্লিষ্টরা। আগামীতে এ ধারা অব্যাহত থাকবে বলে প্রত্যাশা সবার। [409,1187,593,1247]
article-kicker: শেষ পৃষ্ঠার পর [280,364,325,374]
article [1005,1085,1189,1378]
article-paragraph: বিশ্লেষকরা মনে করছেন, এ সিদ্ধান্তের ফলে বাজারে ইতিবাচক প্রভাব পড়বে। তবে বাস্তবায়ন প্রক্রিয়ায় ধীরগতি হলে সুফল মিলবে না। তাই দ্রুত বাস্তবায়নের ওপর জোর দিয়েছেন তারা। ভোক্তা পর্যায়ে এর প্রভাব কেমন হবে তা নির্ভর করছে সামগ্রিক ব্যবস্থাপনার ওপর। সংশ্লিষ্ট সব পক্ষের সমন্বয় জরুরি বলে মত দিয়েছেন বিশেষজ্ঞরা। [210,539,394,599]
article-kicker: শেষ পৃষ্ঠার পর [280,801,325,811]
article-paragraph: টাকা পরিশোধ করেছে। শিক্ষার মান উন্নয়নে সরকার নানামুখী উদ্যোগ নিয়েছে বলে জানান তিনি। শিক্ষিত জাতি গড়তে সবাইকে একযোগে কাজ করার আহ্বানও জানানো হয়। [210,68,394,107]
article-paragraph: এদিকে বিশেষজ্ঞরা বলছেন, সিদ্ধান্ত বাস্তবায়নে স্বচ্ছতা ও জবাবদিহিতা নিশ্চিত করতে হবে। তা না হলে কাঙ্ক্ষিত ফল পাওয়া যাবে না। দীর্ঘমেয়াদি পরিকল্পনা নিয়ে এগোতে হবে। পাশাপাশি তদারকি ব্যবস্থা আরও জোরদার করা প্রয়োজন। সাধারণ মানুষের স্বার্থ যেন কোনোভাবে ক্ষুণ্ন না হয় সেদিকে খেয়াল রাখার পরামর্শ দিয়েছেন তারা। [607,515,791,575]
section-logo-icon: দপ [946,20,970,44]
section-header [312,6,984,58]
article-headline: বিএনপির সাবেক এমপি গিয়াসের বিরুদ্ধে চার্জশিট অনুমোদন [1012,1094,1180,1126]
article-paragraph: আন্তর্জাতিক দরপত্রের মাধ্যমে ৪২৪ কোটি টাকার ভোজ্যতেল কেনার প্রস্তাবে অনুমোদন দিয়েছে সরকারি ক্রয়সংক্রান্ত মন্ত্রিসভা কমিটি। প্রতি লিটার তেলের দাম পড়বে ১৬৩ টাকা ৩০ পয়সা। এতে মোট ব্যয় হবে ৪২৪ কোটি ৪৫ লাখ টাকা। [12,108,196,158]
article-kicker: নিজস্ব প্রতিবেদক [1069,619,1123,629]
article-kicker: শেষ পৃষ্ঠার পর [81,267,126,277]
article-paragraph: তিনি আরও বলেন, দেশের অর্থনৈতিক উন্নয়নে সবাইকে একযোগে কাজ করতে হবে। সরকারের পাশাপাশি বেসরকারি খাতকেও এগিয়ে আসতে হবে। আগামী দিনে এ খাতে আরও বিনিয়োগ বাড়বে বলে আশা প্রকাশ করেন তিনি। এ সময় অন্যান্যের মধ্যে মন্ত্রণালয়ের সিনিয়র সচিব, সংশ্লিষ্ট দপ্তরের মহাপরিচালকসহ ঊর্ধ্বতন কর্মকর্তারা উপস্থিত ছিলেন। পরে তিনি উপস্থিত সবার বিভিন্ন প্রশ্নের জবাব দেন। [409,1335,593,1415]
article-paragraph: সংশ্লিষ্ট সূত্রে জানা গেছে, বিষয়টি নিয়ে ইতোমধ্যে প্রাথমিক পর্যালোচনা শেষ হয়েছে। আগামী সপ্তাহে চূড়ান্ত সিদ্ধান্ত আসতে পারে। এ নিয়ে সংশ্লিষ্ট মহলে ব্যাপক আলোচনা চলছে। কর্মকর্তারা বলছেন, নিয়ম অনুযায়ী সব প্রক্রিয়া সম্পন্ন করা হবে। কোনো ধরনের অনিয়মের সুযোগ নেই বলে জানিয়েছেন তারা। পাশাপাশি স্বচ্ছতা নিশ্চিত করতে আলাদা কমিটি কাজ করছে বলেও সূত্রটি নিশ্চিত করেছে। [607,357,791,427]
article [608,94,792,1053]
article-headline: বঙ্গবন্ধুর প্রতিকৃতিতে সংরক্ষিত আসনের [622,103,777,135]
article [409,68,593,330]
article-paragraph: গত কয়েক বছরে এ খাতে উল্লেখযোগ্য অগ্রগতি হয়েছে। অবকাঠামো উন্নয়নের পাশাপাশি সেবার মানও বেড়েছে। তবে জনবল সংকটসহ নানা চ্যালেঞ্জ এখনো রয়ে গেছে। এসব সমস্যা সমাধানে সরকার নিরবচ্ছিন্নভাবে কাজ করছে বলে জানিয়েছেন সংশ্লিষ্টরা। আগামীতে এ ধারা অব্যাহত থাকবে বলে প্রত্যাশা সবার। [210,404,394,464]
article-kicker: শেষ পৃষ্ঠার পর [81,788,126,798]
article [608,1059,792,1382]
article-paragraph: কক্সবাজারের সুগন্ধা বিচের নাম ফের 'বঙ্গবন্ধু বিচ' করার দাবি জানিয়েছে একটি সংগঠন। এ দাবিতে তারা মানববন্ধন কর্মসূচি পালন করেছে। [1004,635,1188,665]
